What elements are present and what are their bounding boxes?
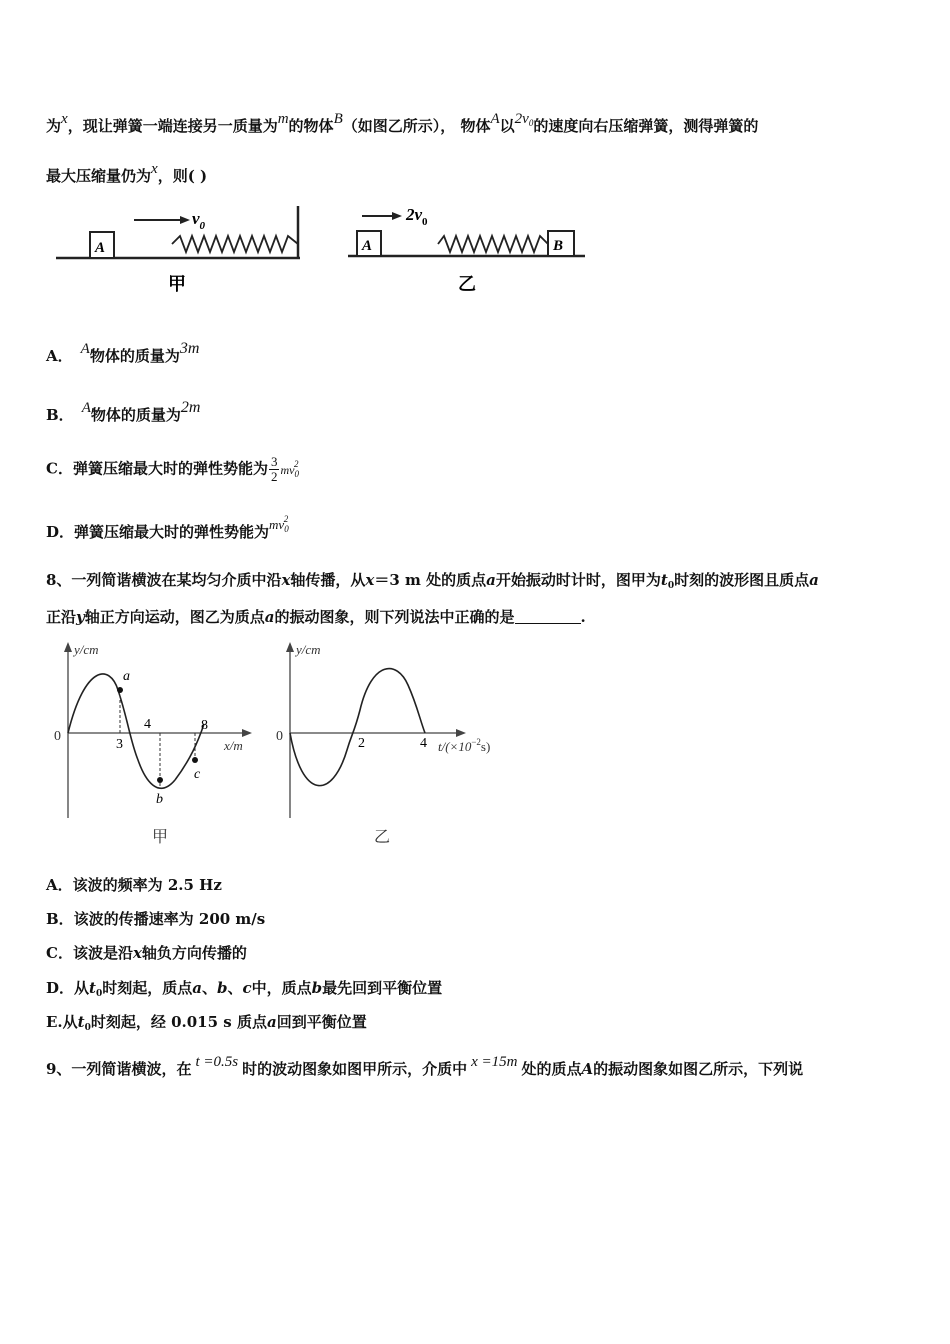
tick-3: 3: [116, 737, 123, 752]
q8-option-d[interactable]: D．从$t_0$时刻起，质点a、b、c中，质点b最先回到平衡位置: [46, 979, 443, 999]
origin-left: 0: [54, 729, 61, 744]
answer-blank[interactable]: [515, 609, 581, 624]
xlabel-right: $t/(\times 10^{-2}s)$: [438, 737, 491, 754]
var-m: m: [277, 111, 289, 127]
point-c: [192, 757, 198, 763]
q9-stem: 9、一列简谐横波，在 t =0.5s 时的波动图象如图甲所示，介质中 x =15m 处的质点A的振动图象如图乙所示，下列说: [46, 1054, 804, 1078]
var-B: B: [333, 111, 343, 127]
q8-option-a[interactable]: A．该波的频率为 2.5 Hz: [46, 876, 222, 894]
tick-8: 8: [201, 718, 208, 733]
point-a: [117, 687, 123, 693]
caption-right: 乙: [374, 829, 391, 846]
origin-right: 0: [276, 729, 283, 744]
caption-left: 甲: [152, 829, 169, 846]
q8-option-b[interactable]: B．该波的传播速率为 200 m/s: [46, 910, 266, 928]
q8-option-e[interactable]: E.从$t_0$时刻起，经 0.015 s 质点a回到平衡位置: [46, 1013, 367, 1033]
block-a-right-label: A: [362, 238, 373, 254]
var-x: x: [61, 111, 68, 127]
q8-option-c[interactable]: C．该波是沿x轴负方向传播的: [46, 944, 247, 962]
tick-4: 4: [144, 717, 151, 732]
q8-stem-line2: 正沿y轴正方向运动，图乙为质点a的振动图象，则下列说法中正确的是 .: [46, 608, 586, 626]
q7-option-c[interactable]: C．弹簧压缩最大时的弹性势能为 $\frac{3}{2}$ $mv_0^2$: [46, 454, 299, 484]
caption-yi: 乙: [458, 274, 476, 294]
q8-wave-graph: [50, 640, 270, 855]
q7-option-d[interactable]: D．弹簧压缩最大时的弹性势能为$mv_0^2$: [46, 514, 289, 541]
point-c-label: c: [194, 767, 201, 782]
q8-vibration-graph: [272, 640, 532, 855]
caption-jia: 甲: [168, 274, 186, 294]
var-2v0: $2v_0$: [514, 111, 534, 128]
spring-left: [172, 236, 298, 252]
fraction-3-2: $\frac{3}{2}$: [270, 454, 278, 484]
q7-option-a[interactable]: A． A物体的质量为3m: [46, 340, 200, 365]
tick-2: 2: [358, 736, 365, 751]
point-b-label: b: [156, 792, 163, 807]
vibration-curve: [290, 669, 425, 786]
block-b-right-label: B: [553, 238, 564, 254]
spring-right: [438, 236, 548, 252]
xlabel-left: x/m: [224, 738, 243, 753]
block-a-left-label: A: [95, 240, 106, 256]
point-b: [157, 777, 163, 783]
velocity-label-left: $v_0$: [192, 209, 206, 232]
q7-stem-line2: 最大压缩量仍为x，则( ): [46, 161, 208, 185]
q7-spring-figure: [50, 200, 610, 300]
tick-4-right: 4: [420, 736, 427, 751]
var-A: A: [490, 111, 500, 127]
ylabel-right: y/cm: [296, 642, 321, 657]
velocity-label-right: $2v_0$: [406, 205, 428, 228]
q8-stem-line1: 8、一列简谐横波在某均匀介质中沿x轴传播，从x＝3 m 处的质点a开始振动时计时，图甲为$t_0$时刻的波形图且质点a: [46, 571, 819, 591]
point-a-label: a: [123, 669, 130, 684]
q7-stem-line1: 为x，现让弹簧一端连接另一质量为m的物体B（如图乙所示）， 物体A以$2v_0$的速度向右压缩弹簧，测得弹簧的: [46, 111, 759, 135]
q7-option-b[interactable]: B． A物体的质量为2m: [46, 399, 201, 424]
ylabel-left: y/cm: [74, 642, 99, 657]
